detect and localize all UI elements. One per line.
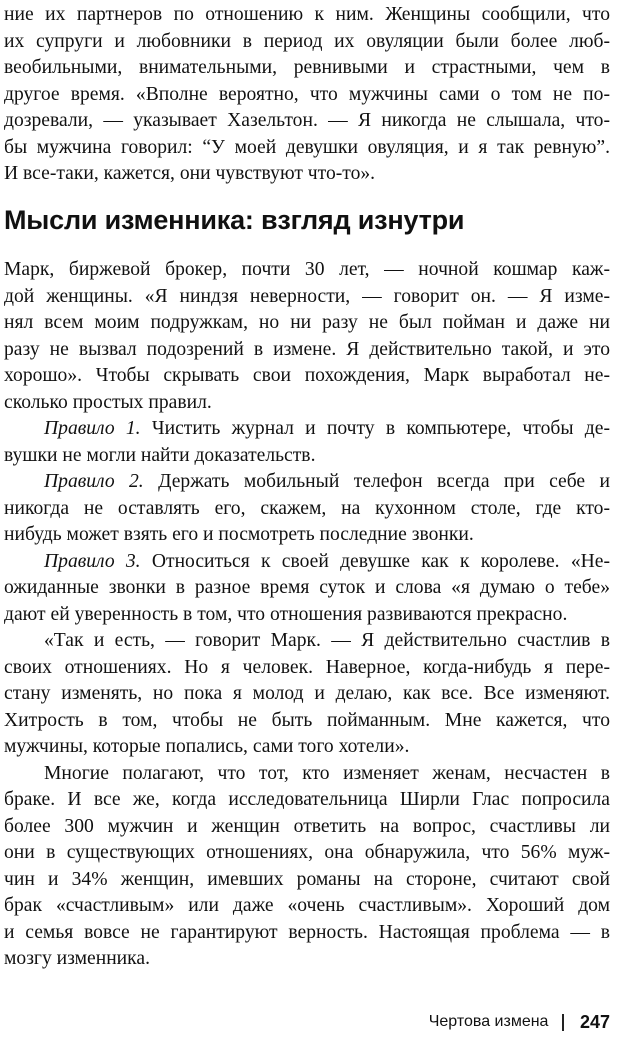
text-line: их супруги и любовники в период их овуляции были более люб-	[4, 30, 610, 52]
text-line: своих отношениях. Но я человек. Наверное, когда-нибудь я пере-	[4, 656, 610, 678]
text-line: Многие полагают, что тот, кто изменяет женам, несчастен в	[44, 762, 610, 784]
text-line: хорошо». Чтобы скрывать свои похождения, Марк выработал не-	[4, 365, 610, 386]
book-title: Чертова измена	[428, 1013, 549, 1030]
text-line: Хитрость в том, чтобы не быть пойманным. Мне кажется, что	[4, 709, 610, 731]
text-line: никогда не оставлять его, скажем, на кухонном столе, где кто-	[4, 497, 610, 519]
text-line: они в существующих отношениях, она обнаружила, что 56% муж-	[4, 842, 610, 863]
rule-text: Держать мобильный телефон всегда при себе и	[143, 471, 610, 492]
text-line: вушки не могли найти доказательств.	[4, 444, 316, 466]
text-line: дой женщины. «Я ниндзя неверности, — говорит он. — Я изме-	[4, 285, 610, 307]
text-line: брак «счастливым» или даже «очень счастливым». Хороший дом	[4, 895, 610, 916]
text-line: И все-таки, кажется, они чувствуют что-то».	[4, 163, 376, 184]
text-line: более 300 мужчин и женщин ответить на вопрос, счастливы ли	[4, 815, 610, 837]
rule-label: Правило 3.	[44, 550, 141, 572]
text-line: разу не вызвал подозрений в измене. Я действительно такой, и это	[4, 338, 610, 360]
text-line: чин и 34% женщин, имевших романы на стороне, считают свой	[4, 868, 610, 890]
text-line: и семья вовсе не гарантируют верность. Настоящая проблема — в	[4, 921, 610, 943]
page-number: 247	[579, 1011, 610, 1032]
text-line: стану изменять, но пока я молод и делаю, как все. Все изменяют.	[4, 683, 610, 704]
rule-label: Правило 1.	[44, 418, 141, 439]
text-line: бы мужчина говорил: “У моей девушки овуляция, и я так ревную”.	[4, 136, 610, 158]
text-line: мозгу изменника.	[4, 948, 150, 969]
text-line: дают ей уверенность в том, что отношения развиваются прекрасно.	[4, 603, 568, 625]
text-line: дозревали, — указывает Хазельтон. — Я никогда не слышала, что-	[4, 110, 610, 131]
section-body	[4, 257, 610, 973]
rule-text: Чистить журнал и почту в компьютере, чтобы де-	[140, 418, 610, 439]
text-line: сколько простых правил.	[4, 391, 212, 413]
text-line: веобильными, внимательными, ревнивыми и страстными, чем в	[4, 57, 610, 78]
footer-divider	[562, 1014, 564, 1031]
text-line: мужчины, которые попались, сами того хотели».	[4, 736, 410, 757]
intro-paragraph	[4, 2, 610, 188]
text-line: браке. И все же, когда исследовательница Ширли Глас попросила	[4, 789, 610, 810]
page-footer	[429, 1010, 610, 1034]
text-line: нял всем моим подружкам, но ни разу не был пойман и даже ни	[4, 312, 610, 333]
rule-label: Правило 2.	[44, 471, 144, 492]
rule-1-first-line	[4, 416, 610, 443]
text-line: другое время. «Вполне вероятно, что мужчины сами о том не по-	[4, 83, 610, 105]
section-heading: Мысли изменника: взгляд изнутри	[4, 205, 465, 235]
text-line: ожиданные звонки в разное время суток и слова «я думаю о тебе»	[4, 577, 610, 598]
rule-3-first-line	[4, 549, 610, 576]
text-line: нибудь может взять его и посмотреть последние звонки.	[4, 524, 474, 545]
text-line: Марк, биржевой брокер, почти 30 лет, — ночной кошмар каж-	[4, 259, 610, 280]
text-line: «Так и есть, — говорит Марк. — Я действительно счастлив в	[44, 630, 610, 651]
rule-text: Относиться к своей девушке как к королеве. «Не-	[140, 550, 610, 572]
rule-2-first-line	[4, 469, 610, 496]
text-line: ние их партнеров по отношению к ним. Женщины сообщили, что	[4, 4, 610, 25]
